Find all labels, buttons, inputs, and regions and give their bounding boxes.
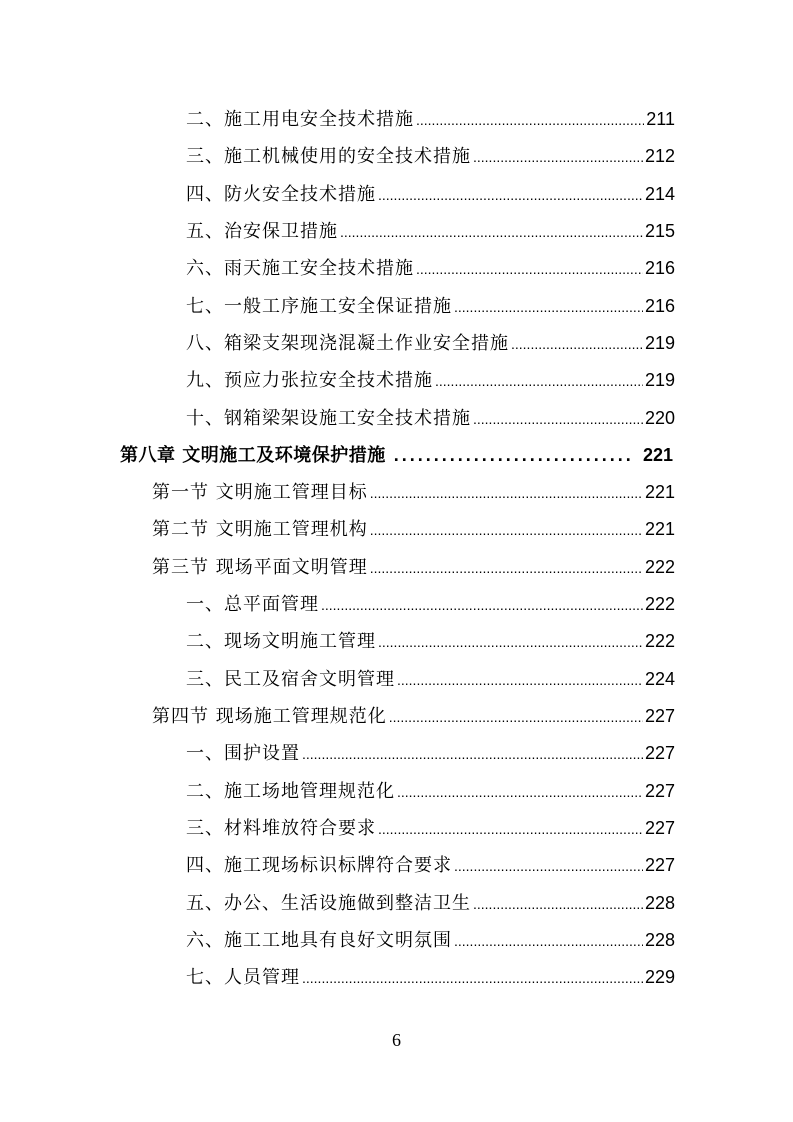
toc-entry[interactable]: [186, 365, 675, 395]
toc-entry-page: 221: [644, 482, 675, 502]
dot-leader: [511, 329, 643, 359]
dot-leader: [302, 963, 643, 993]
toc-entry[interactable]: [186, 626, 675, 656]
toc-entry-title: 第一节 文明施工管理目标: [152, 482, 368, 503]
dot-leader: [340, 217, 643, 247]
toc-entry-page: 224: [644, 669, 675, 689]
toc-entry[interactable]: [186, 141, 675, 171]
toc-entry-title: 四、防火安全技术措施: [186, 184, 376, 205]
toc-entry-page: 227: [644, 818, 675, 838]
toc-section-entry[interactable]: [152, 477, 675, 507]
toc-entry-title: 五、办公、生活设施做到整洁卫生: [186, 893, 471, 914]
toc-entry-title: 三、民工及宿舍文明管理: [186, 669, 395, 690]
dot-leader: [370, 553, 643, 583]
toc-entry-page: 214: [644, 184, 675, 204]
toc-entry-page: 222: [644, 557, 675, 577]
toc-entry-title: 一、围护设置: [186, 743, 300, 764]
toc-entry[interactable]: [186, 738, 675, 768]
toc-entry[interactable]: [186, 888, 675, 918]
dot-leader: [394, 440, 633, 470]
toc-entry-page: 221: [642, 445, 673, 465]
toc-entry[interactable]: [186, 962, 675, 992]
dot-leader: [378, 814, 643, 844]
toc-entry-page: 227: [644, 781, 675, 801]
dot-leader: [370, 515, 643, 545]
toc-entry-page: 229: [644, 967, 675, 987]
toc-entry[interactable]: [186, 179, 675, 209]
toc-chapter-entry[interactable]: [120, 440, 673, 470]
toc-entry[interactable]: [186, 403, 675, 433]
dot-leader: [454, 851, 643, 881]
toc-entry[interactable]: [186, 589, 675, 619]
toc-entry-page: 220: [644, 408, 675, 428]
toc-entry-title: 三、材料堆放符合要求: [186, 818, 376, 839]
toc-entry-title: 二、施工场地管理规范化: [186, 781, 395, 802]
toc-entry-page: 222: [644, 631, 675, 651]
dot-leader: [454, 926, 643, 956]
dot-leader: [435, 366, 643, 396]
dot-leader: [321, 590, 643, 620]
dot-leader: [473, 889, 643, 919]
page-number: 6: [392, 1030, 401, 1050]
toc-entry-title: 二、现场文明施工管理: [186, 631, 376, 652]
dot-leader: [370, 478, 643, 508]
toc-entry-page: 221: [644, 519, 675, 539]
dot-leader: [397, 665, 643, 695]
toc-entry[interactable]: [186, 104, 675, 134]
toc-entry-page: 219: [644, 370, 675, 390]
toc-entry-page: 227: [644, 855, 675, 875]
toc-section-entry[interactable]: [152, 514, 675, 544]
toc-entry[interactable]: [186, 850, 675, 880]
toc-entry-title: 一、总平面管理: [186, 594, 319, 615]
toc-entry-title: 八、箱梁支架现浇混凝土作业安全措施: [186, 333, 509, 354]
toc-entry-page: 227: [644, 743, 675, 763]
toc-entry-page: 222: [644, 594, 675, 614]
toc-entry[interactable]: [186, 925, 675, 955]
toc-entry[interactable]: [186, 776, 675, 806]
dot-leader: [378, 627, 643, 657]
toc-entry[interactable]: [186, 813, 675, 843]
toc-entry-page: 219: [644, 333, 675, 353]
toc-entry-title: 第八章 文明施工及环境保护措施: [120, 445, 386, 466]
dot-leader: [416, 105, 644, 135]
toc-entry-title: 七、一般工序施工安全保证措施: [186, 296, 452, 317]
toc-entry[interactable]: [186, 253, 675, 283]
toc-entry-title: 九、预应力张拉安全技术措施: [186, 370, 433, 391]
toc-entry-page: 212: [644, 146, 675, 166]
toc-entry-page: 216: [644, 296, 675, 316]
toc-entry-title: 十、钢箱梁架设施工安全技术措施: [186, 408, 471, 429]
dot-leader: [473, 404, 643, 434]
dot-leader: [416, 254, 643, 284]
toc-section-entry[interactable]: [152, 552, 675, 582]
toc-entry[interactable]: [186, 328, 675, 358]
toc-entry-title: 第二节 文明施工管理机构: [152, 519, 368, 540]
toc-entry-title: 五、治安保卫措施: [186, 221, 338, 242]
toc-entry-page: 228: [644, 893, 675, 913]
toc-entry[interactable]: [186, 291, 675, 321]
toc-entry-title: 七、人员管理: [186, 967, 300, 988]
toc-entry-page: 216: [644, 258, 675, 278]
toc-entry[interactable]: [186, 664, 675, 694]
toc-entry-title: 二、施工用电安全技术措施: [186, 109, 414, 130]
dot-leader: [397, 777, 643, 807]
toc-entry-page: 211: [646, 109, 675, 129]
toc-entry-title: 三、施工机械使用的安全技术措施: [186, 146, 471, 167]
toc-entry-title: 六、雨天施工安全技术措施: [186, 258, 414, 279]
toc-section-entry[interactable]: [152, 701, 675, 731]
dot-leader: [454, 292, 643, 322]
toc-entry-page: 227: [644, 706, 675, 726]
toc-entry-title: 四、施工现场标识标牌符合要求: [186, 855, 452, 876]
dot-leader: [302, 739, 643, 769]
toc-entry-title: 六、施工工地具有良好文明氛围: [186, 930, 452, 951]
toc-entry[interactable]: [186, 216, 675, 246]
toc-entry-page: 228: [644, 930, 675, 950]
toc-entry-title: 第四节 现场施工管理规范化: [152, 706, 387, 727]
dot-leader: [378, 180, 643, 210]
toc-entry-page: 215: [644, 221, 675, 241]
toc-entry-title: 第三节 现场平面文明管理: [152, 557, 368, 578]
dot-leader: [473, 142, 643, 172]
dot-leader: [389, 702, 643, 732]
